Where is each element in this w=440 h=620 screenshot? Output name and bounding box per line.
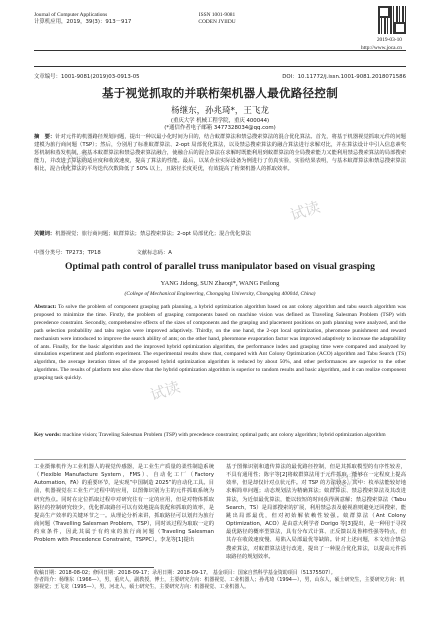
author-bio: 作者简介：杨继东（1966—），男，重庆人，副教授，博士，主要研究方向：机器视觉、工业机器人；孙兆琦（1994—），男，山东人，硕士研究生，主要研究方向：机器视觉；王飞龙（1995—），男，河北人，硕士研究生，主要研究方向：机器视觉、工业机器人。: [34, 577, 405, 591]
journal-url[interactable]: http://www.joca.cn: [361, 45, 402, 51]
body-column-right: 基于图像识别和遗传算法的最优路径控制，但是其抓取模型的有序性较差，不具有通用性；陈宇等[2]将蚁群算法用于元件抓取，能够在一定程度上提高效率，但是却仅针对点状元件。对 TSP 的方法较多，其中：枚举法能较好地求解简单问题；动态规划法为精确算法；蚁群算法、禁忌搜索算法及其改进算法，为近似最优算法，能以较短的时间获得满意解；禁忌搜索算法（Tabu Search，TS）是局部搜索的扩展，利用禁忌表及藐视准则避免迂回搜索，能跳出局部最优，但对初始解依赖性较强。蚁群算法（Ant Colony Optimization，ACO）是由意大利学者 Dorigo 等[3]提出，是一种用于寻找最优路径的概率型算法，具有分布式计算、正反馈以及鲁棒性强等特点，但其存在收敛速度慢、易陷入局部最优等缺陷。针对上述问题，本文结合禁忌搜索算法，对蚁群算法进行改进，提出了一种混合优化算法，以提高元件抓取路径的规划效率。: [226, 464, 406, 560]
issn-block: [162, 12, 272, 26]
watermark: 试读: [328, 467, 363, 495]
classification: [34, 248, 406, 256]
affiliation-en: (College of Mechanical Engineering, Chongqing University, Chongqing 400044, China): [124, 291, 316, 297]
body-column-left: 工业摄像机作为工业机器人的视觉传感器，是工业生产质量的柔性制造系统（Flexible Manufacture System，FMS）、自动化工厂（Factory Automation，FA）的重要环节，是实现“中国制造 2025”的自动化工具。目前，机器视觉在工业生产过程中的应用，以图像识别为主的元件抓取系统为研究热点。同时在定位抓取过程中对研究往有一定的应用，但是对物体抓取路径的控制研究较少，优化抓取路径可以有效地提高装配和抓取的效率，是提高生产效率的关键环节之一。从理论分析来讲，抓取路径可以划归为旅行商问题（Travelling Salesman Problem，TSP），同时该过程为取取一定的约束条件，因此其属于有约束的旅行商问题（Traveling Salesman Problem with Precedence Constraint，TSPPC）。李龙等[1]提出: [34, 464, 214, 544]
affiliation-cn-line: (重庆大学 机械工程学院，重庆 400044): [170, 118, 270, 124]
coden: CODEN JYIIDU: [198, 19, 236, 25]
contact-email: (*通信作者电子邮箱 3477328034@qq.com): [164, 124, 276, 131]
header-rule-bottom: [34, 66, 406, 67]
header-rule-top: [34, 50, 406, 51]
watermark: 试读: [148, 377, 183, 405]
footnote-rule: [34, 567, 154, 568]
keywords-cn-text: 机器视觉；旅行商问题；蚁群算法；禁忌搜索算法；2-opt 局部优化；混合优化算法: [55, 231, 251, 237]
abstract-en: [34, 304, 406, 383]
paper-title-en: Optimal path control of parallel truss manipulator based on visual grasping: [65, 261, 375, 272]
abstract-cn-text: 针对元件的机器路径规划问题，提出一种以最小化时间为目的，结合蚁群算法和禁忌搜索算法的混合优化算法。首先，将基于机器视觉抓取元件的问题建模为旅行商问题（TSP）；然后，分别用了标准蚁群算法、2-opt 局部优化算法，以及禁忌搜索算法的融合算法进行求解对比，并在算法设计中引入信息素奖惩机制和蒸发机制，将基本蚁群算法和禁忌搜索算法融合，使融合后的混合算法在求解时既能利用到蚁群算法的全局搜索能力又能利用禁忌搜索算法的局部搜索能力，并改进了算法的适应度和收敛速度，提高了算法的性能。最后，以某企业实际设备为例进行了仿真实验，实验结果表明，与基本蚁群算法和禁忌搜索算法相比，混合优化算法的平均迭代次数降低了 50% 以上，且路径长度更优，有效提高了桁架机器人的抓取效率。: [34, 134, 406, 172]
funding: 基金项目：国家自然科学基金资助项目（51375507）。: [212, 570, 336, 576]
journal-header: [34, 10, 406, 46]
journal-name-en: Journal of Computer Applications: [34, 12, 108, 18]
keywords-cn: [34, 231, 406, 238]
received-dates: 收稿日期：2018-08-02；修回日期：2018-09-17；录用日期：2018-09-17。: [34, 570, 212, 576]
footnote: [34, 570, 406, 592]
authors-cn: 杨继东，孙兆琦*，王飞龙: [171, 106, 269, 116]
authors-en: YANG Jidong, SUN Zhaoqi*, WANG Feilong: [160, 280, 280, 287]
watermark: 试读: [288, 197, 323, 225]
journal-name-cn: 计算机应用，2019，39(3)：913－917: [34, 19, 132, 25]
abstract-en-label: Abstract:: [34, 304, 57, 310]
publish-date: 2019-03-10: [376, 37, 402, 43]
abstract-cn: [34, 134, 406, 174]
clc-number: 中图分类号：TP273；TP18: [34, 250, 101, 256]
qr-code-icon: [378, 6, 406, 34]
document-code: 文献标志码：A: [136, 250, 172, 256]
paper-title-cn: 基于视觉抓取的并联桁架机器人最优路径控制: [102, 86, 338, 100]
abstract-cn-label: 摘 要：: [34, 134, 56, 140]
section-divider: [34, 459, 406, 460]
journal-name-block: [34, 12, 131, 26]
keywords-cn-label: 关键词：: [34, 231, 56, 237]
abstract-en-text: To solve the problem of component grasping path planning, a hybrid optimization algorithm based on ant colony algorithm and tabu search algorithm was proposed to minimize the time. Firstly, the problem of grasping components based on machine vision was defined as Traveling Salesman Problem (TSP) with precedence constraint. Secondly, comprehensive effects of the sizes of components and the grasping and placement positions on path planning were analyzed, and the path selection probability and tabu region were improved adaptively. Thirdly, on the one hand, the 2-opt local optimization, pheromone punishment and reward mechanism were introduced to improve the search ability of ants; on the other hand, pheromone evaporation factor was improved adaptively to increase the adaptability of ants. Finally, for the basic algorithm and the improved hybrid optimization algorithm, the performance index and grasping time were compared and analyzed by simulation experiment and platform experiment. The experimental results show that, compared with Ant Colony Optimization (ACO) algorithm and Tabu Search (TS) algorithm, the average iteration times of the proposed hybrid optimization algorithm is reduced by about 50%, and other performances are superior to the other algorithms. The results of platform test also show that the hybrid optimization algorithm is superior to random results and basic algorithm, and it can realize component grasping task quickly.: [34, 304, 406, 382]
keywords-en-label: Key words:: [34, 432, 62, 438]
affiliation-cn: [34, 118, 406, 132]
doi[interactable]: DOI：10.11772/j.issn.1001-9081.2018071586: [282, 74, 406, 80]
issn: ISSN 1001-9081: [198, 12, 236, 18]
keywords-en-text: machine vision; Traveling Salesman Problem (TSP) with precedence constraint; optimal path; ant colony algorithm; hybrid optimization algorithm: [62, 432, 386, 438]
keywords-en: [34, 432, 406, 440]
article-number: 文章编号：1001-9081(2019)03-0913-05: [34, 74, 140, 80]
watermark: 试读: [58, 147, 93, 175]
